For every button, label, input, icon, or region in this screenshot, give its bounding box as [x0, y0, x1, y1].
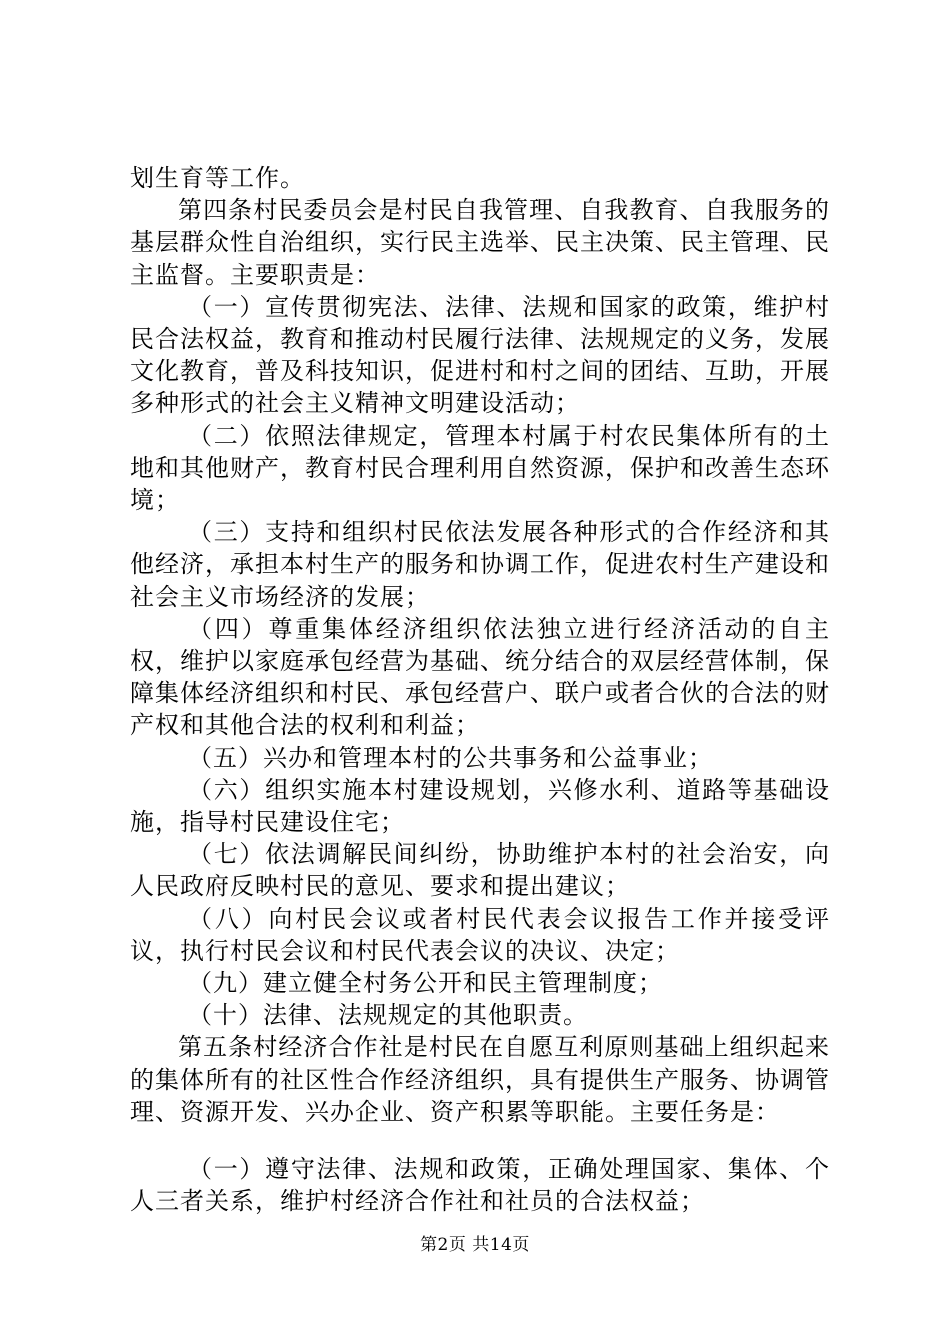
- paragraph-item-6: （六）组织实施本村建设规划，兴修水利、道路等基础设施，指导村民建设住宅；: [130, 775, 830, 837]
- paragraph-item-5: （五）兴办和管理本村的公共事务和公益事业；: [188, 743, 713, 772]
- paragraph-item-3: （三）支持和组织村民依法发展各种形式的合作经济和其他经济，承担本村生产的服务和协调工作，促进农村生产建设和社会主义市场经济的发展；: [130, 518, 830, 611]
- paragraph-continuation: 划生育等工作。: [130, 164, 305, 192]
- paragraph-article-4: 第四条村民委员会是村民自我管理、自我教育、自我服务的基层群众性自治组织，实行民主选举、民主决策、民主管理、民主监督。主要职责是：: [130, 196, 830, 289]
- paragraph-article-5-item-1: （一）遵守法律、法规和政策，正确处理国家、集体、个人三者关系，维护村经济合作社和社员的合法权益；: [130, 1155, 830, 1216]
- paragraph-article-5: 第五条村经济合作社是村民在自愿互利原则基础上组织起来的集体所有的社区性合作经济组织，具有提供生产服务、协调管理、资源开发、兴办企业、资产积累等职能。主要任务是：: [130, 1033, 830, 1126]
- paragraph-item-10: （十）法律、法规规定的其他职责。: [188, 1001, 588, 1030]
- page-number-footer: 第2页 共14页: [420, 1235, 530, 1255]
- paragraph-item-4: （四）尊重集体经济组织依法独立进行经济活动的自主权，维护以家庭承包经营为基础、统分结合的双层经营体制，保障集体经济组织和村民、承包经营户、联户或者合伙的合法的财产权和其他合法的权利和利益；: [130, 614, 830, 740]
- paragraph-item-2: （二）依照法律规定，管理本村属于村农民集体所有的土地和其他财产，教育村民合理利用自然资源，保护和改善生态环境；: [130, 421, 830, 515]
- document-body: [130, 162, 830, 1218]
- paragraph-item-8: （八）向村民会议或者村民代表会议报告工作并接受评议，执行村民会议和村民代表会议的决议、决定；: [130, 904, 830, 965]
- paragraph-item-9: （九）建立健全村务公开和民主管理制度；: [188, 969, 663, 998]
- paragraph-item-7: （七）依法调解民间纠纷，协助维护本村的社会治安，向人民政府反映村民的意见、要求和提出建议；: [130, 840, 830, 901]
- paragraph-item-1: （一）宣传贯彻宪法、法律、法规和国家的政策，维护村民合法权益，教育和推动村民履行法律、法规规定的义务，发展文化教育，普及科技知识，促进村和村之间的团结、互助，开展多种形式的社会主义精神文明建设活动；: [130, 292, 830, 418]
